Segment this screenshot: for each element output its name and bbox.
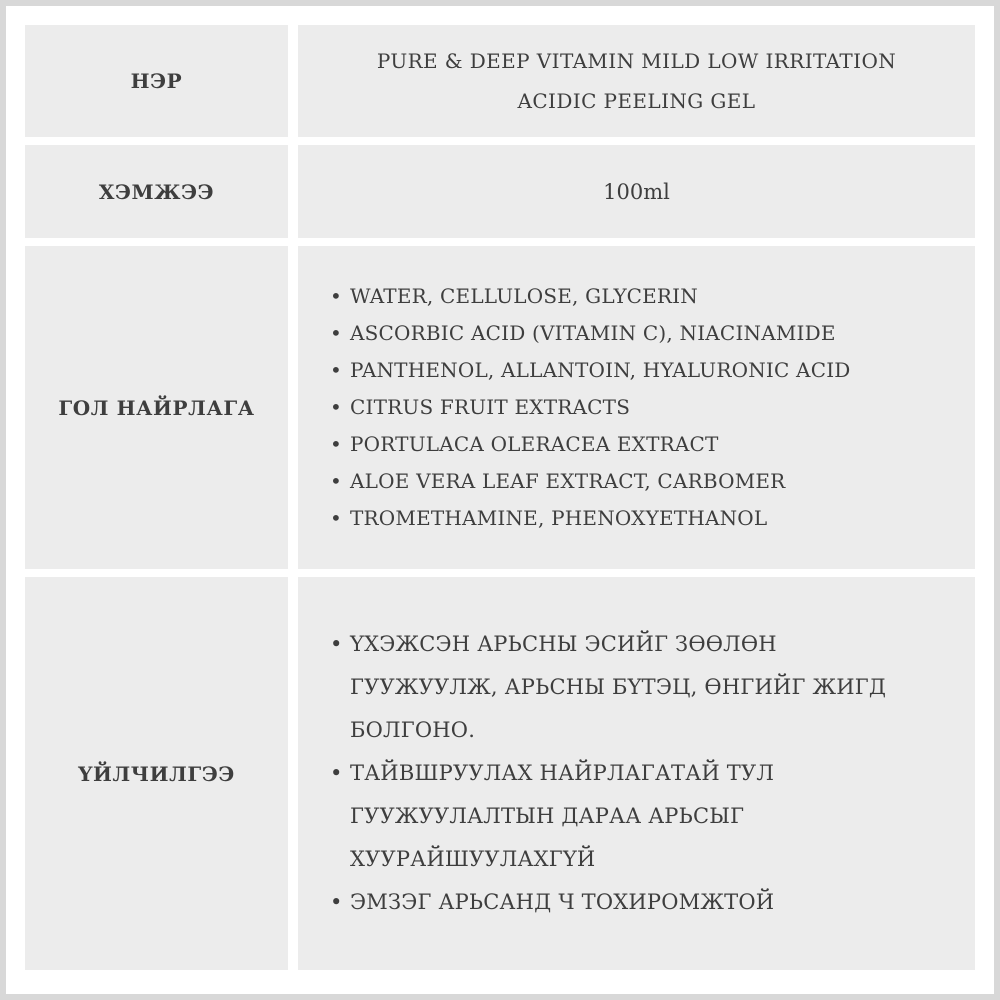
list-item [350,352,851,389]
list-item-line: • ASCORBIC ACID (VITAMIN C), NIACINAMIDE [350,321,836,345]
list-item-line: ГУУЖУУЛАЛТЫН ДАРАА АРЬСЫГ [350,804,745,828]
product-spec-table [25,25,975,970]
list-item [350,881,886,924]
list-item-line: • PORTULACA OLERACEA EXTRACT [350,432,719,456]
list-item [350,500,851,537]
list-item [350,389,851,426]
list-item [350,278,851,315]
list-item-line: ГУУЖУУЛЖ, АРЬСНЫ БҮТЭЦ, ӨНГИЙГ ЖИГД [350,675,887,699]
label-text: ҮЙЛЧИЛГЭЭ [78,761,235,786]
list-item-line: БОЛГОНО. [350,718,476,742]
list-item [350,426,851,463]
list-item-line: • WATER, CELLULOSE, GLYCERIN [350,284,698,308]
list-item [350,463,851,500]
list-item-line: • PANTHENOL, ALLANTOIN, HYALURONIC ACID [350,358,851,382]
label-text: НЭР [130,69,183,93]
list-item [350,752,886,881]
list-item [350,623,886,752]
list-item-line: ХУУРАЙШУУЛАХГҮЙ [350,847,596,871]
list-item-line: • TROMETHAMINE, PHENOXYETHANOL [350,506,768,530]
row-label-volume [25,145,288,238]
effects-cell [298,577,975,970]
list-item-line: • CITRUS FRUIT EXTRACTS [350,395,631,419]
product-title-line: ACIDIC PEELING GEL [517,89,756,113]
ingredients-list [298,278,851,537]
product-title-line: PURE & DEEP VITAMIN MILD LOW IRRITATION [376,49,897,73]
row-label-ingredients [25,246,288,569]
volume-value: 100ml [603,179,670,204]
ingredients-cell [298,246,975,569]
product-volume-cell [298,145,975,238]
label-text: ХЭМЖЭЭ [98,179,215,204]
list-item [350,315,851,352]
effects-list [298,623,886,924]
list-item-line: • ALOE VERA LEAF EXTRACT, CARBOMER [350,469,786,493]
list-item-line: • ЭМЗЭГ АРЬСАНД Ч ТОХИРОМЖТОЙ [350,890,775,914]
list-item-line: • ТАЙВШРУУЛАХ НАЙРЛАГАТАЙ ТУЛ [350,761,775,785]
row-label-name [25,25,288,137]
label-text: ГОЛ НАЙРЛАГА [58,395,255,420]
product-title-cell [298,25,975,137]
list-item-line: • ҮХЭЖСЭН АРЬСНЫ ЭСИЙГ ЗӨӨЛӨН [350,632,777,656]
row-label-effects [25,577,288,970]
